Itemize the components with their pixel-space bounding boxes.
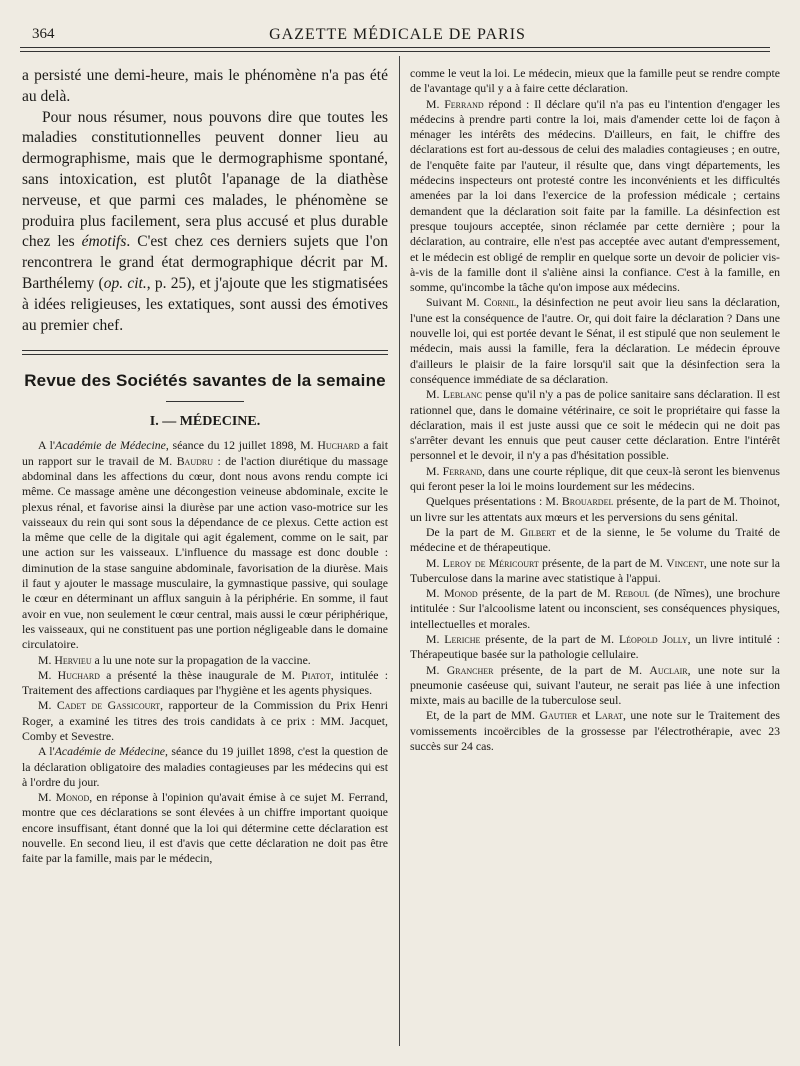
- paragraph-academie-19-juillet: A l'Académie de Médecine, séance du 19 juillet 1898, c'est la question de la déclaration obligatoire des maladies contagieuses par les médecins qui est à l'ordre du jour.: [22, 744, 388, 789]
- paragraph-cadet: M. Cadet de Gassicourt, rapporteur de la Commission du Prix Henri Roger, a examiné les titres des trois candidats à ce prix : MM. Jacquet, Comby et Sevestre.: [22, 698, 388, 743]
- paragraph-summary: Pour nous résumer, nous pouvons dire que toutes les maladies constitutionnelles peuvent donner lieu au dermographisme, mais que le dermographisme spontané, sans intoxication, est plutôt l'apanage de la diathèse nerveuse, et que parmi ces malades, le phénomène se produira plus facilement, sera plus accusé et plus durable chez les émotifs. C'est chez ces derniers sujets que l'on rencontrera le grand état dermographique décrit par M. Barthélemy (op. cit., p. 25), et j'ajoute que les stigmatisées à idées religieuses, les extatiques, sont aussi des émotives au premier chef.: [22, 108, 388, 334]
- paragraph-academie-12-juillet: A l'Académie de Médecine, séance du 12 juillet 1898, M. Huchard a fait un rapport sur le travail de M. Baudru : de l'action diurétique du massage abdominal dans les affections du cœur, dont nous avons rendu compte ici même. Ce massage amène une décongestion veineuse abdominale, excite le plexus rénal, et favorise ainsi la diurèse par une action vaso-motrice sur les vaisseaux du rein qui sont sous la dépendance de ce plexus. Cette action est la même que celle de la digitale qui agit également, comme on le sait, par une action sur les vaisseaux. L'influence du massage est donc double : diminution de la stase sanguine abdominale, favorisation de la diurèse. Mais il faut y ajouter le massage musculaire, la gymnastique passive, qui soulage le cœur en déterminant un afflux sanguin à la périphérie. En somme, il faut avoir en vue, non seulement le cœur central, mais aussi le cœur périphérique, les vaisseaux, qui ne constituent pas une portion négligeable dans le domaine circulatoire.: [22, 438, 388, 652]
- paragraph-continuation: a persisté une demi-heure, mais le phénomène n'a pas été au delà.: [22, 67, 388, 105]
- paragraph-gautier-larat: Et, de la part de MM. Gautier et Larat, une note sur le Traitement des vomissements incoërcibles de la grossesse par l'électrothérapie, avec 23 succès sur 24 cas.: [410, 708, 780, 754]
- right-column: [410, 66, 780, 754]
- section-rule-double: [22, 354, 388, 355]
- header-rule-double: [20, 51, 770, 52]
- column-separator: [399, 56, 400, 1046]
- paragraph-cornil: Suivant M. Cornil, la désinfection ne peut avoir lieu sans la déclaration, l'une est la conséquence de l'autre. Or, qui doit faire la déclaration ? Dans une nouvelle loi, qui est portée devant le Sénat, il est stipulé que non seulement le médecin, mais aussi la famille, fera la déclaration. Le médecin éprouve d'ailleurs le plaisir de la faire lorsqu'il sait que la désinfection sera la conséquence immédiate de sa déclaration.: [410, 295, 780, 386]
- paragraph-huchard-these: M. Huchard a présenté la thèse inaugurale de M. Piatot, intitulée : Traitement des affections cardiaques par l'hygiène et les agents physiques.: [22, 667, 388, 698]
- header-rule: [20, 47, 770, 48]
- section-title: Revue des Sociétés savantes de la semaine: [24, 371, 386, 391]
- paragraph-ferrand-replique: M. Ferrand, dans une courte réplique, dit que ceux-là seront les bienvenus qui feront peser la loi le moins lourdement sur les médecins.: [410, 463, 781, 494]
- paragraph-hervieu: M. Hervieu a lu une note sur la propagation de la vaccine.: [38, 652, 311, 667]
- paragraph-continuation-right: comme le veut la loi. Le médecin, mieux que la famille peut se rendre compte de l'avantage qu'il y a à faire cette déclaration.: [410, 66, 780, 96]
- page-number: 364: [32, 26, 55, 42]
- paragraph-leroy: M. Leroy de Méricourt présente, de la part de M. Vincent, une note sur la Tuberculose dans la marine avec statistique à l'appui.: [410, 555, 780, 585]
- paragraph-monod-reboul: M. Monod présente, de la part de M. Reboul (de Nîmes), une brochure intitulée : Sur l'alcoolisme latent ou inconscient, ses conséquences physiques, intellectuelles et morales.: [410, 586, 781, 631]
- paragraph-leblanc: M. Leblanc pense qu'il n'y a pas de police sanitaire sans déclaration. Il est rationnel que, dans le domaine vétérinaire, ce soit le propriétaire qui fasse la déclaration, mais il est juste aussi que ce soit le médecin qui ne doit pas s'arrêter devant les ennuis que peut causer cette déclaration. Entre l'intérêt personnel et le devoir, il n'y a pas d'hésitation possible.: [410, 387, 780, 463]
- left-column: [22, 66, 388, 867]
- paragraph-gilbert: De la part de M. Gilbert et de la sienne, le 5e volume du Traité de médecine et de thérapeutique.: [410, 524, 780, 555]
- paragraph-presentations: Quelques présentations : M. Brouardel présente, de la part de M. Thoinot, un livre sur les attentats aux mœurs et les perversions du sens génital.: [410, 494, 780, 524]
- paragraph-grancher: M. Grancher présente, de la part de M. Auclair, une note sur la pneumonie caséeuse qui, suivant l'auteur, ne serait pas liée à une infection mixte, mais au bacille de la tuberculose seul.: [410, 662, 780, 708]
- paragraph-leriche: M. Leriche présente, de la part de M. Léopold Jolly, un livre intitulé : Thérapeutique basée sur la pathologie cellulaire.: [410, 631, 780, 662]
- paragraph-monod: M. Monod, en réponse à l'opinion qu'avait émise à ce sujet M. Ferrand, montre que ces déclarations se sont élevées à un chiffre important quoique encore insuffisant, étant donné que la loi qui détermine cette déclaration est nouvelle. En second lieu, il est d'avis que cette déclaration ne doit pas être faite par la famille, mais par le médecin,: [22, 790, 389, 866]
- page-header: [20, 26, 775, 48]
- subsection-heading: I. — MÉDECINE.: [149, 414, 261, 430]
- paragraph-ferrand: M. Ferrand répond : Il déclare qu'il n'a pas eu l'intention d'engager les médecins à prendre parti contre la loi, mais d'amender cette loi de façon à ménager les intérêts des médecins. D'ailleurs, en fait, le chiffre des déclarations est fort au-dessous de celui des maladies contagieuses ; en outre, de l'enquête faite par l'auteur, il résulte que, dans vingt départements, les médecins inspecteurs ont protesté contre les inconvénients et les difficultés amenées par la loi dans l'exercice de la profession médicale ; certains demandent que la déclaration soit faite par la famille. La désinfection est presque toujours acceptée, sinon réclamée par cette dernière ; pour la déclaration, au contraire, elle n'est pas acceptée avec autant d'empressement, et le médecin est obligé de remplir en quelque sorte un devoir de policier vis-à-vis de la famille dont il s'aliène ainsi la confiance. C'est à la famille, en somme, qu'incombe la tâche qu'on impose aux médecins.: [410, 96, 781, 295]
- title-underline: [166, 401, 244, 402]
- journal-title: GAZETTE MÉDICALE DE PARIS: [269, 26, 526, 43]
- section-rule: [22, 350, 388, 351]
